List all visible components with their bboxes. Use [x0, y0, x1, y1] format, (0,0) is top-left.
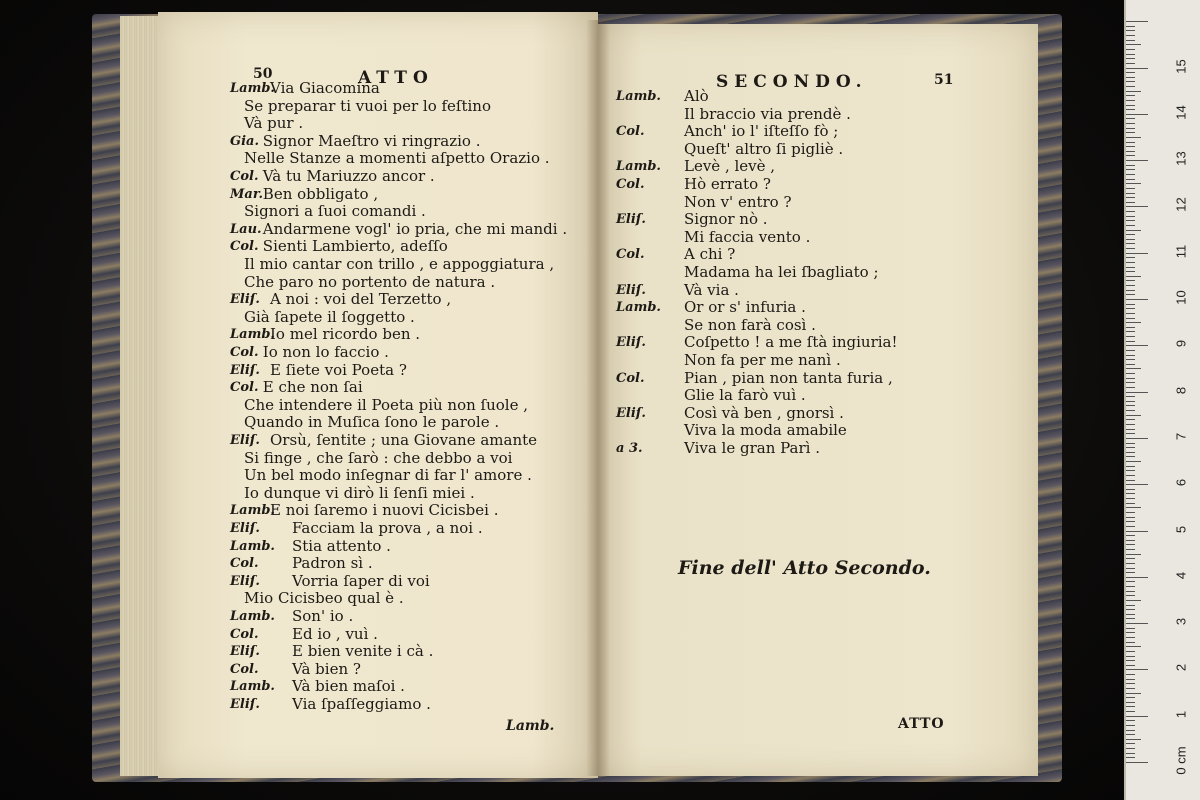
speaker-label: Col.: [230, 380, 259, 396]
ruler-tick: [1126, 563, 1135, 564]
ruler-tick: [1126, 410, 1135, 411]
verse-line: Facciam la prova , a noi .: [292, 519, 483, 537]
ruler-tick: [1126, 498, 1135, 499]
ruler-tick: [1126, 91, 1141, 92]
ruler-tick: [1126, 730, 1135, 731]
ruler-tick: [1126, 558, 1135, 559]
ruler-tick: [1126, 123, 1135, 124]
speaker-label: Lamb.: [230, 609, 275, 624]
ruler-tick: [1126, 512, 1135, 513]
ruler-tick: [1126, 392, 1148, 393]
ruler-tick: [1126, 109, 1135, 110]
ruler-label: 12: [1173, 197, 1189, 213]
ruler-tick: [1126, 81, 1135, 82]
ruler-tick: [1126, 706, 1135, 707]
ruler-tick: [1126, 646, 1141, 647]
verse-line: Và bien maſoi .: [292, 677, 405, 696]
ruler-tick: [1126, 424, 1135, 425]
ruler-tick: [1126, 711, 1135, 712]
ruler-tick: [1126, 521, 1135, 522]
verse-line: Và tu Mariuzzo ancor .: [262, 167, 435, 185]
verse-line: Ed io , vuì .: [292, 624, 378, 643]
verse-line: Và bien ?: [292, 659, 361, 678]
speaker-label: Lamb.: [616, 89, 661, 104]
ruler-tick: [1126, 628, 1135, 629]
ruler-tick: [1126, 341, 1135, 342]
ruler-tick: [1126, 294, 1135, 295]
ruler-tick: [1126, 447, 1135, 448]
speaker-label: a 3.: [616, 441, 643, 456]
verse-line: Và via .: [684, 280, 739, 299]
ruler-tick: [1126, 30, 1135, 31]
ruler-tick: [1126, 86, 1135, 87]
verse-line: Via Giacomina: [270, 79, 380, 97]
ruler-tick: [1126, 651, 1135, 652]
ruler-tick: [1126, 350, 1135, 351]
ruler-tick: [1126, 396, 1135, 397]
verse-line: Orsù, ſentite ; una Giovane amante: [270, 431, 538, 449]
left-page: [158, 12, 598, 778]
verse-line: Và pur .: [244, 114, 304, 133]
verse-line: Madama ha lei ſbagliato ;: [684, 263, 879, 281]
ruler-tick: [1126, 26, 1135, 27]
left-catchword: Lamb.: [506, 718, 555, 734]
ruler-tick: [1126, 720, 1135, 721]
ruler-tick: [1126, 114, 1148, 115]
verse-line: Non v' entro ?: [684, 192, 792, 211]
ruler-tick: [1126, 405, 1135, 406]
verse-line: Ben obbligato ,: [262, 184, 379, 203]
ruler-tick: [1126, 179, 1135, 180]
speaker-label: Lau.: [230, 221, 262, 237]
ruler-tick: [1126, 193, 1135, 194]
ruler-tick: [1126, 415, 1141, 416]
verse-line: Signor nò .: [684, 210, 768, 229]
ruler-tick: [1126, 702, 1135, 703]
ruler-tick: [1126, 299, 1148, 300]
ruler-tick: [1126, 489, 1135, 490]
verse-line: Pian , pian non tanta furia ,: [684, 368, 893, 387]
ruler-tick: [1126, 373, 1135, 374]
verse-line: Che intendere il Poeta più non ſuole ,: [244, 395, 528, 414]
ruler-tick: [1126, 568, 1135, 569]
ruler-tick: [1126, 438, 1148, 439]
ruler-tick: [1126, 206, 1148, 207]
ruler-tick: [1126, 77, 1135, 78]
verse-line: Un bel modo inſegnar di far l' amore .: [244, 466, 532, 485]
ruler-tick: [1126, 105, 1135, 106]
ruler-tick: [1126, 456, 1135, 457]
verse-line: Si finge , che ſarò : che debbo a voi: [244, 448, 513, 467]
ruler-tick: [1126, 188, 1135, 189]
ruler-tick: [1126, 693, 1141, 694]
verse-line: Già ſapete il ſoggetto .: [244, 307, 415, 326]
ruler-label: 3: [1173, 617, 1189, 626]
speaker-label: Mar.: [230, 186, 263, 202]
verse-line: Il braccio via prendè .: [684, 104, 851, 123]
ruler-tick: [1126, 531, 1148, 532]
ruler-tick: [1126, 230, 1141, 231]
ruler-tick: [1126, 739, 1141, 740]
ruler-tick: [1126, 63, 1135, 64]
ruler-tick: [1126, 591, 1135, 592]
speaker-label: Eliſ.: [230, 573, 260, 589]
ruler-tick: [1126, 239, 1135, 240]
ruler-tick: [1126, 387, 1135, 388]
ruler-tick: [1126, 211, 1135, 212]
verse-line: Viva la moda amabile: [684, 421, 847, 440]
verse-line: Se non farà così .: [684, 315, 816, 334]
ruler-tick: [1126, 401, 1135, 402]
ruler-tick: [1126, 748, 1135, 749]
ruler-tick: [1126, 220, 1135, 221]
ruler-tick: [1126, 484, 1148, 485]
ruler-tick: [1126, 660, 1135, 661]
ruler-tick: [1126, 290, 1135, 291]
verse-line: E che non ſai: [262, 378, 363, 397]
verse-line: A noi : voi del Terzetto ,: [270, 290, 452, 309]
speaker-label: Lamb.: [230, 81, 275, 96]
ruler-tick: [1126, 95, 1135, 96]
ruler-tick: [1126, 368, 1141, 369]
ruler-tick: [1126, 540, 1135, 541]
verse-line: E bien venite i cà .: [292, 642, 434, 661]
ruler-tick: [1126, 72, 1135, 73]
ruler-tick: [1126, 433, 1135, 434]
speaker-label: Col.: [616, 370, 645, 386]
ruler-tick: [1126, 21, 1148, 22]
verse-line: Mi faccia vento .: [684, 227, 811, 246]
ruler-tick: [1126, 54, 1135, 55]
ruler-tick: [1126, 503, 1135, 504]
ruler-tick: [1126, 322, 1141, 323]
ruler-tick: [1126, 753, 1135, 754]
speaker-label: Eliſ.: [230, 644, 260, 660]
ruler-tick: [1126, 586, 1135, 587]
ruler-tick: [1126, 526, 1135, 527]
speaker-label: Col.: [616, 177, 645, 192]
verse-line: Or or s' infuria .: [684, 298, 806, 317]
ruler-tick: [1126, 35, 1135, 36]
ruler-tick: [1126, 331, 1135, 332]
ruler-tick: [1126, 128, 1135, 129]
right-page-number: 51: [934, 72, 954, 88]
verse-line: Che paro no portento de natura .: [244, 272, 496, 291]
ruler-tick: [1126, 174, 1135, 175]
ruler-tick: [1126, 470, 1135, 471]
ruler-tick: [1126, 549, 1135, 550]
ruler-label: 10: [1173, 290, 1189, 305]
verse-line: Nelle Stanze a momenti aſpetto Orazio .: [244, 149, 550, 168]
ruler-tick: [1126, 248, 1135, 249]
ruler-tick: [1126, 757, 1135, 758]
ruler-tick: [1126, 378, 1135, 379]
ruler-tick: [1126, 345, 1148, 346]
speaker-label: Col.: [616, 247, 645, 263]
ruler-tick: [1126, 318, 1135, 319]
ruler-tick: [1126, 132, 1135, 133]
ruler-label: 7: [1173, 432, 1189, 441]
ruler-tick: [1126, 600, 1141, 601]
ruler-tick: [1126, 234, 1135, 235]
verse-line: A chi ?: [684, 245, 736, 264]
speaker-label: Col.: [230, 239, 259, 255]
speaker-label: Lamb.: [230, 679, 275, 695]
ruler-tick: [1126, 267, 1135, 268]
ruler-tick: [1126, 475, 1135, 476]
ruler-label: 8: [1173, 386, 1189, 394]
verse-line: Levè , levè ,: [684, 157, 776, 176]
ruler-label: 15: [1173, 58, 1189, 74]
ruler-tick: [1126, 669, 1148, 670]
ruler-tick: [1126, 382, 1135, 383]
ruler-tick: [1126, 572, 1135, 573]
speaker-label: Eliſ.: [230, 362, 260, 378]
ruler-tick: [1126, 688, 1135, 689]
ruler-tick: [1126, 183, 1141, 184]
ruler-tick: [1126, 364, 1135, 365]
ruler-tick: [1126, 609, 1135, 610]
speaker-label: Col.: [230, 626, 259, 642]
verse-line: Signori a ſuoi comandi .: [244, 202, 426, 221]
speaker-label: Col.: [616, 124, 645, 140]
ruler-tick: [1126, 507, 1141, 508]
ruler-tick: [1126, 276, 1141, 277]
speaker-label: Lamb.: [230, 538, 275, 554]
measuring-ruler: [1124, 0, 1200, 800]
left-page-number: 50: [253, 66, 273, 82]
ruler-tick: [1126, 452, 1135, 453]
ruler-tick: [1126, 642, 1135, 643]
speaker-label: Lamb.: [230, 503, 275, 519]
verse-line: Son' io .: [292, 607, 354, 625]
speaker-label: Eliſ.: [230, 697, 260, 712]
speaker-label: Eliſ.: [230, 521, 260, 536]
right-page-header: SECONDO.: [716, 72, 868, 92]
ruler-tick: [1126, 262, 1135, 263]
verse-line: E ſiete voi Poeta ?: [270, 360, 407, 379]
speaker-label: Eliſ.: [230, 433, 260, 448]
speaker-label: Lamb.: [616, 300, 661, 316]
ruler-label: 4: [1173, 571, 1189, 579]
verse-line: Padron sì .: [292, 554, 373, 573]
ruler-tick: [1126, 683, 1135, 684]
ruler-tick: [1126, 68, 1148, 69]
verse-line: Queſt' altro ſi pigliè .: [684, 139, 844, 158]
ruler-tick: [1126, 656, 1135, 657]
ruler-tick: [1126, 679, 1135, 680]
ruler-tick: [1126, 618, 1135, 619]
ruler-tick: [1126, 160, 1148, 161]
ruler-tick: [1126, 443, 1135, 444]
ruler-label: 0 cm: [1173, 746, 1189, 775]
verse-line: Alò: [684, 87, 709, 105]
speaker-label: Eliſ.: [230, 292, 260, 308]
ruler-tick: [1126, 137, 1141, 138]
speaker-label: Eliſ.: [616, 335, 646, 351]
ruler-tick: [1126, 355, 1135, 356]
speaker-label: Lamb.: [230, 327, 275, 343]
ruler-tick: [1126, 100, 1135, 101]
right-catchword: ATTO: [898, 716, 945, 732]
ruler-tick: [1126, 697, 1135, 698]
ruler-tick: [1126, 665, 1135, 666]
verse-line: Io dunque vi dirò li ſenſi miei .: [244, 483, 475, 502]
ruler-tick: [1126, 197, 1135, 198]
ruler-tick: [1126, 632, 1135, 633]
speaker-label: Col.: [230, 345, 259, 360]
ruler-label: 1: [1173, 710, 1189, 718]
ruler-tick: [1126, 581, 1135, 582]
ruler-tick: [1126, 44, 1141, 45]
ruler-tick: [1126, 253, 1148, 254]
ruler-tick: [1126, 461, 1141, 462]
ruler-label: 5: [1173, 525, 1189, 533]
ruler-tick: [1126, 58, 1135, 59]
ruler-label: 11: [1173, 244, 1189, 258]
ruler-tick: [1126, 637, 1135, 638]
ruler-tick: [1126, 517, 1135, 518]
ruler-tick: [1126, 762, 1148, 763]
verse-line: Hò errato ?: [684, 175, 771, 193]
ruler-tick: [1126, 734, 1135, 735]
act-ending: Fine dell' Atto Secondo.: [678, 557, 931, 579]
book-gutter: [586, 20, 610, 776]
verse-line: Se preparar ti vuoi per lo feſtino: [244, 96, 492, 115]
ruler-tick: [1126, 466, 1135, 467]
ruler-tick: [1126, 280, 1135, 281]
verse-line: Glie la farò vuì .: [684, 386, 806, 405]
verse-line: Via ſpaſſeggiamo .: [292, 695, 431, 713]
verse-line: Quando in Muſica ſono le parole .: [244, 413, 500, 432]
ruler-tick: [1126, 243, 1135, 244]
verse-line: E noi ſaremo i nuovi Cicisbei .: [270, 501, 499, 520]
verse-line: Sienti Lambierto, adeſſo: [262, 237, 448, 256]
ruler-tick: [1126, 151, 1135, 152]
verse-line: Io non lo faccio .: [262, 343, 389, 361]
ruler-tick: [1126, 169, 1135, 170]
verse-line: Non fa per me nanì .: [684, 351, 841, 369]
ruler-tick: [1126, 480, 1135, 481]
ruler-label: 6: [1173, 479, 1189, 487]
right-page: [598, 24, 1038, 776]
left-page-header: ATTO: [358, 68, 434, 88]
ruler-tick: [1126, 49, 1135, 50]
ruler-tick: [1126, 595, 1135, 596]
ruler-tick: [1126, 257, 1135, 258]
ruler-tick: [1126, 429, 1135, 430]
ruler-label: 9: [1173, 340, 1189, 348]
ruler-tick: [1126, 493, 1135, 494]
ruler-tick: [1126, 327, 1135, 328]
ruler-tick: [1126, 725, 1135, 726]
ruler-tick: [1126, 554, 1141, 555]
ruler-label: 2: [1173, 664, 1189, 672]
ruler-tick: [1126, 202, 1135, 203]
speaker-label: Eliſ.: [616, 282, 646, 298]
ruler-tick: [1126, 605, 1135, 606]
verse-line: Così và ben , gnorsì .: [684, 403, 844, 422]
ruler-tick: [1126, 304, 1135, 305]
ruler-tick: [1126, 118, 1135, 119]
speaker-label: Col.: [230, 661, 259, 677]
ruler-tick: [1126, 165, 1135, 166]
ruler-tick: [1126, 285, 1135, 286]
ruler-tick: [1126, 359, 1135, 360]
ruler-tick: [1126, 313, 1135, 314]
verse-line: Anch' io l' iſteſſo fò ;: [684, 122, 839, 141]
speaker-label: Eliſ.: [616, 405, 646, 421]
ruler-tick: [1126, 577, 1148, 578]
verse-line: Stia attento .: [292, 536, 391, 555]
verse-line: Andarmene vogl' io pria, che mi mandi .: [262, 219, 568, 238]
ruler-tick: [1126, 40, 1135, 41]
speaker-label: Gia.: [230, 133, 259, 149]
verse-line: Il mio cantar con trillo , e appoggiatura ,: [244, 255, 555, 273]
ruler-label: 14: [1173, 105, 1189, 120]
verse-line: Viva le gran Parì .: [684, 439, 821, 457]
ruler-tick: [1126, 271, 1135, 272]
speaker-label: Col.: [230, 169, 259, 184]
verse-line: Coſpetto ! a me ſtà ingiuria!: [684, 333, 898, 352]
ruler-tick: [1126, 623, 1148, 624]
ruler-tick: [1126, 419, 1135, 420]
ruler-tick: [1126, 544, 1135, 545]
verse-line: Io mel ricordo ben .: [270, 325, 421, 344]
ruler-tick: [1126, 146, 1135, 147]
ruler-tick: [1126, 336, 1135, 337]
verse-line: Signor Maeſtro vi ringrazio .: [262, 131, 481, 150]
ruler-tick: [1126, 743, 1135, 744]
ruler-tick: [1126, 535, 1135, 536]
verse-line: Vorria ſaper di voi: [292, 571, 430, 590]
ruler-tick: [1126, 308, 1135, 309]
verse-line: Mio Cicisbeo qual è .: [244, 589, 404, 608]
ruler-tick: [1126, 225, 1135, 226]
ruler-tick: [1126, 614, 1135, 615]
ruler-tick: [1126, 716, 1148, 717]
ruler-label: 13: [1173, 151, 1189, 166]
ruler-tick: [1126, 216, 1135, 217]
ruler-tick: [1126, 142, 1135, 143]
speaker-label: Col.: [230, 556, 259, 572]
speaker-label: Eliſ.: [616, 212, 646, 228]
ruler-tick: [1126, 155, 1135, 156]
speaker-label: Lamb.: [616, 159, 661, 175]
ruler-tick: [1126, 674, 1135, 675]
